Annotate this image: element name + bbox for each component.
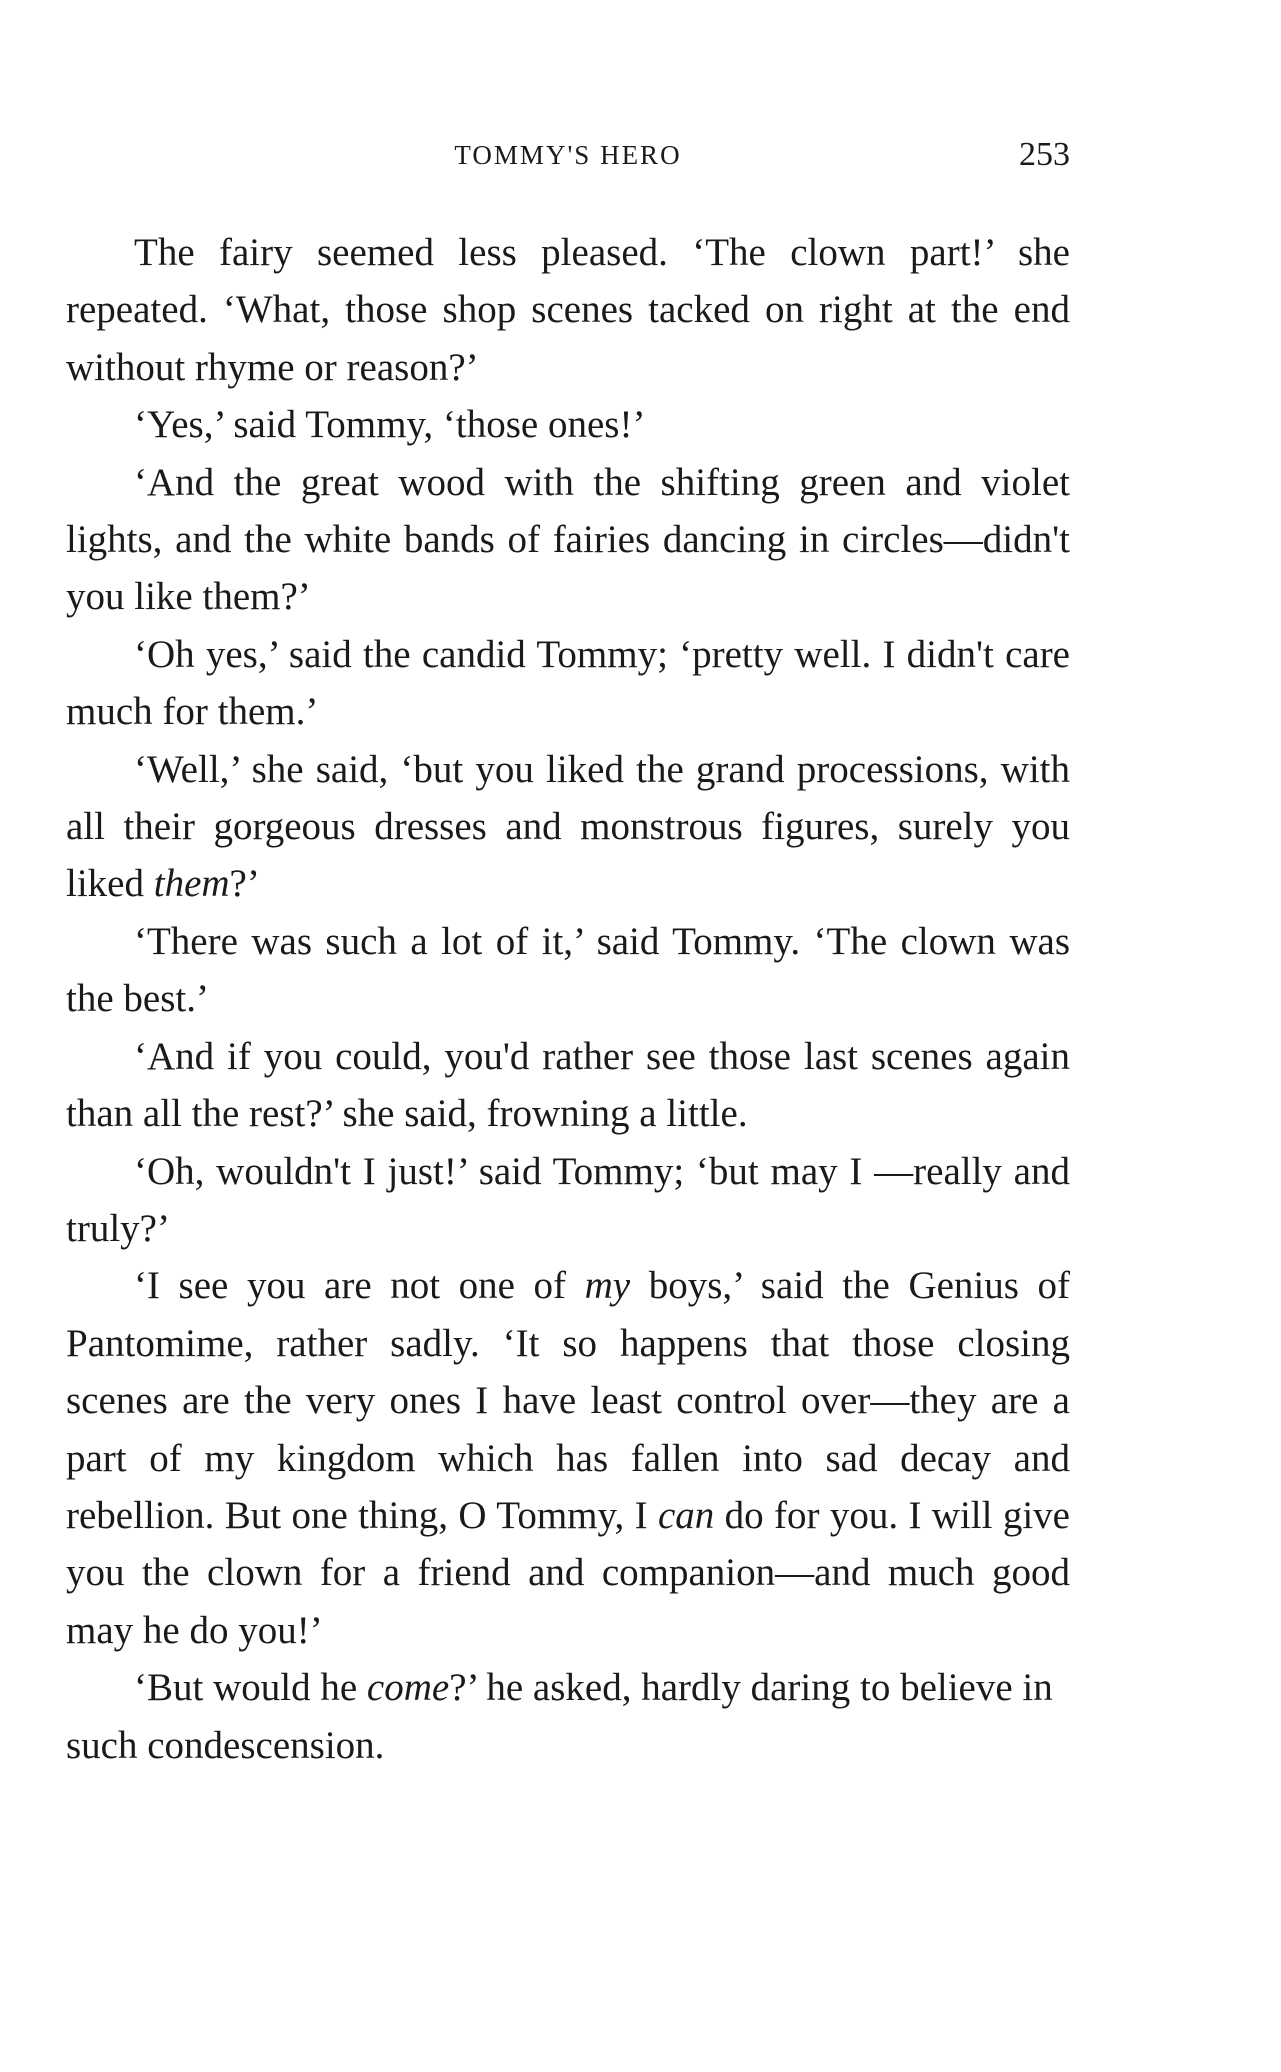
page-header (66, 136, 1070, 180)
paragraph (66, 224, 1070, 396)
paragraph-text: ‘Oh, wouldn't I just!’ said Tommy; ‘but may I —really and truly?’ (66, 1149, 1070, 1250)
paragraph-text: ‘Oh yes,’ said the candid Tommy; ‘pretty well. I didn't care much for them.’ (66, 632, 1070, 734)
paragraph (66, 626, 1070, 741)
italic-emphasis: them (153, 862, 230, 906)
paragraph-text: ‘And the great wood with the shifting green and violet lights, and the white bands of fairies dancing in circles—didn't you like them?’ (66, 460, 1070, 619)
paragraph (66, 741, 1070, 913)
paragraph-text: The fairy seemed less pleased. ‘The clown part!’ she repeated. ‘What, those shop scenes tacked on right at the end without rhyme or reason?’ (66, 231, 1070, 389)
paragraph (66, 1028, 1070, 1143)
paragraph-text: boys,’ said the Genius of Pantomime, rather sadly. ‘It so happens that those closing scenes are the very ones I have least control over—they are a part of my kingdom which has fallen into sad decay and rebellion. But one thing, O Tommy, I (66, 1264, 1071, 1537)
paragraph (66, 454, 1070, 626)
paragraph (66, 913, 1070, 1028)
paragraph-text: ‘Yes,’ said Tommy, ‘those ones!’ (134, 403, 646, 447)
paragraph-text: ‘And if you could, you'd rather see those last scenes again than all the rest?’ she said, frowning a little. (66, 1034, 1070, 1136)
page-number: 253 (1019, 136, 1070, 173)
paragraph-text: ‘Well,’ she said, ‘but you liked the grand processions, with all their gorgeous dresses and monstrous figures, surely you liked (66, 747, 1070, 906)
italic-emphasis: come (366, 1666, 450, 1710)
paragraph-text: ?’ he asked, hardly daring to believe in such condescension. (66, 1666, 1053, 1767)
paragraph-text: ‘But would he (134, 1666, 367, 1710)
italic-emphasis: my (584, 1264, 631, 1308)
paragraph-text: ‘There was such a lot of it,’ said Tommy. ‘The clown was the best.’ (66, 919, 1070, 1021)
paragraph (66, 396, 1070, 453)
paragraph-text: do for you. I will give you the clown for a friend and companion—and much good may he do you!’ (66, 1493, 1070, 1652)
paragraph-text: ?’ (229, 862, 260, 906)
paragraph (66, 1143, 1070, 1258)
italic-emphasis: can (657, 1493, 715, 1537)
paragraph (66, 1257, 1070, 1659)
paragraph-text: ‘I see you are not one of (134, 1264, 585, 1308)
running-title: TOMMY'S HERO (454, 140, 682, 170)
paragraph (66, 1659, 1070, 1774)
body-text (66, 224, 1070, 1774)
